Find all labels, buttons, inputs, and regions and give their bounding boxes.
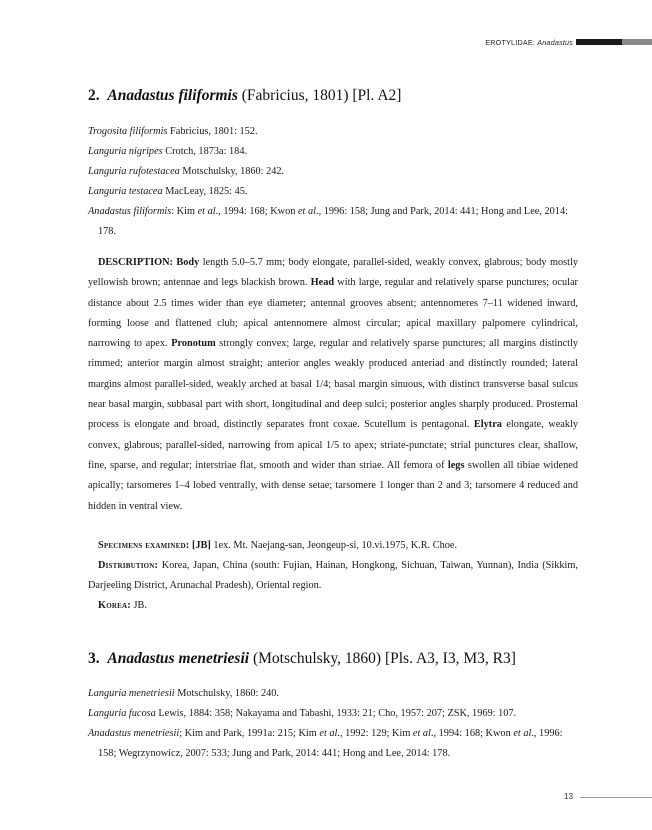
synonym-line — [88, 182, 578, 202]
species-2-authority: (Fabricius, 1801) [Pl. A2] — [241, 87, 402, 104]
elytra-label: Elytra — [473, 419, 502, 431]
citation-name: Anadastus menetriesii — [88, 728, 180, 739]
species-3-synonymy — [88, 684, 578, 764]
species-3-heading — [88, 650, 516, 668]
species-2-synonymy — [88, 122, 578, 242]
running-head-bar-dark — [576, 39, 622, 45]
synonym-ref: Lewis, 1884: 358; Nakayama and Tabashi, 1933: 21; Cho, 1957: 207; ZSK, 1969: 107. — [158, 708, 517, 719]
description-text: strongly convex; large, regular and relatively sparse punctures; all margins distinctly rimmed; anterior margin almost straight; anterior angles weakly produced anteriad and distinctly rounded; lateral margins almost parallel-sided, weakly arched at basal 1/4; basal margin sinuous, with distinct transverse basal sulcus near basal margin, subbasal part with short, longitudinal and deep sulci; posterior angles sharply produced. Prosternal process is elongate and broad, distinctly separates front coxae. Scutellum is pentagonal. — [88, 338, 579, 431]
page-number: 13 — [564, 792, 573, 801]
species-3-name: Anadastus menetriesii — [107, 650, 250, 667]
head-label: Head — [310, 277, 335, 289]
running-head-text — [485, 38, 573, 47]
synonym-name: Languria nigripes — [88, 146, 163, 157]
synonym-name: Languria rufotestacea — [88, 166, 180, 177]
distribution — [88, 556, 578, 596]
korea-label: Korea: — [98, 600, 131, 611]
body-label: Body — [176, 257, 200, 268]
citation-name: Anadastus filiformis — [88, 206, 172, 217]
specimens-examined — [88, 536, 578, 556]
synonym-name: Trogosita filiformis — [88, 126, 168, 137]
species-2-heading — [88, 87, 401, 105]
citation-etal: et al — [412, 728, 431, 739]
running-head-bar-gray — [622, 39, 652, 45]
korea-record — [88, 596, 578, 616]
description-label: DESCRIPTION: — [98, 257, 173, 268]
citation-text: ., 1996: 158; Jung and Park, 2014: 441; Hong and Lee, 2014: 178. — [98, 206, 568, 237]
citation-line — [88, 202, 578, 242]
description-text: swollen all tibiae widened apically; tarsomeres 1–4 lobed ventrally, with dense setae; tarsomere 1 longer than 2 and 3; tarsomere 4 reduced and hidden in ventral view. — [88, 459, 578, 512]
citation-text: ., 1994: 168; Kwon — [430, 728, 514, 739]
distribution-text: Korea, Japan, China (south: Fujian, Hainan, Hongkong, Sichuan, Taiwan, Yunnan), India (Sikkim, Darjeeling District, Arunachal Pradesh), Oriental region. — [88, 560, 578, 591]
species-2-description — [88, 253, 578, 517]
running-head-genus: Anadastus — [537, 37, 573, 47]
species-2-name: Anadastus filiformis — [107, 87, 238, 104]
distribution-label: Distribution: — [98, 560, 159, 571]
specimens-text: 1ex. Mt. Naejang-san, Jeongeup-si, 10.vi.1975, K.R. Choe. — [210, 540, 458, 551]
korea-text: JB. — [130, 600, 147, 611]
running-head-family: EROTYLIDAE: — [485, 37, 536, 47]
footer-rule — [580, 797, 652, 798]
citation-text: ., 1992: 129; Kim — [337, 728, 413, 739]
description-text: length 5.0–5.7 mm; body elongate, parallel-sided, weakly convex, glabrous; body mostly yellowish brown; antennae and legs blackish brown. — [88, 257, 578, 289]
synonym-line — [88, 142, 578, 162]
citation-etal: et al — [197, 206, 216, 217]
synonym-line — [88, 704, 578, 724]
specimens-code: [JB] — [191, 540, 211, 551]
synonym-ref: Fabricius, 1801: 152. — [170, 126, 258, 137]
citation-etal: et al — [297, 206, 316, 217]
synonym-ref: Crotch, 1873a: 184. — [165, 146, 248, 157]
synonym-ref: Motschulsky, 1860: 240. — [177, 688, 279, 699]
species-3-number: 3. — [88, 650, 100, 667]
pronotum-label: Pronotum — [171, 338, 216, 350]
synonym-line — [88, 122, 578, 142]
citation-text: ., 1994: 168; Kwon — [215, 206, 298, 217]
citation-text: ., 1996: 158; Wegrzynowicz, 2007: 533; Jung and Park, 2014: 441; Hong and Lee, 2014: 178. — [98, 728, 563, 759]
synonym-ref: MacLeay, 1825: 45. — [165, 186, 248, 197]
description-text: with large, regular and relatively sparse punctures; ocular distance about 2.5 times wider than eye diameter; antennal grooves absent; antennomeres 7–11 widened inward, forming loose and flattened club; apical antennomere almost circular; apical maxillary palpomere cylindrical, narrowing to apex. — [88, 277, 578, 350]
specimens-label: Specimens examined: — [98, 540, 190, 551]
synonym-name: Languria menetriesii — [88, 688, 175, 699]
species-3-authority: (Motschulsky, 1860) [Pls. A3, I3, M3, R3] — [252, 650, 516, 667]
synonym-name: Languria fucosa — [88, 708, 156, 719]
description-text: elongate, weakly convex, glabrous; parallel-sided, narrowing from apical 1/5 to apex; striate-punctate; strial punctures clear, shallow, fine, sparse, and regular; interstriae flat, smooth and wider than striae. All femora of — [88, 419, 578, 471]
synonym-line — [88, 684, 578, 704]
citation-etal: et al — [319, 728, 338, 739]
synonym-line — [88, 162, 578, 182]
citation-etal: et al — [513, 728, 532, 739]
citation-text: : Kim — [171, 206, 198, 217]
citation-line — [88, 724, 578, 764]
legs-label: legs — [447, 459, 465, 471]
running-head — [485, 37, 652, 47]
synonym-ref: Motschulsky, 1860: 242. — [182, 166, 285, 177]
species-2-number: 2. — [88, 87, 100, 104]
synonym-name: Languria testacea — [88, 186, 163, 197]
species-2-material — [88, 536, 578, 616]
citation-text: ; Kim and Park, 1991a: 215; Kim — [179, 728, 320, 739]
